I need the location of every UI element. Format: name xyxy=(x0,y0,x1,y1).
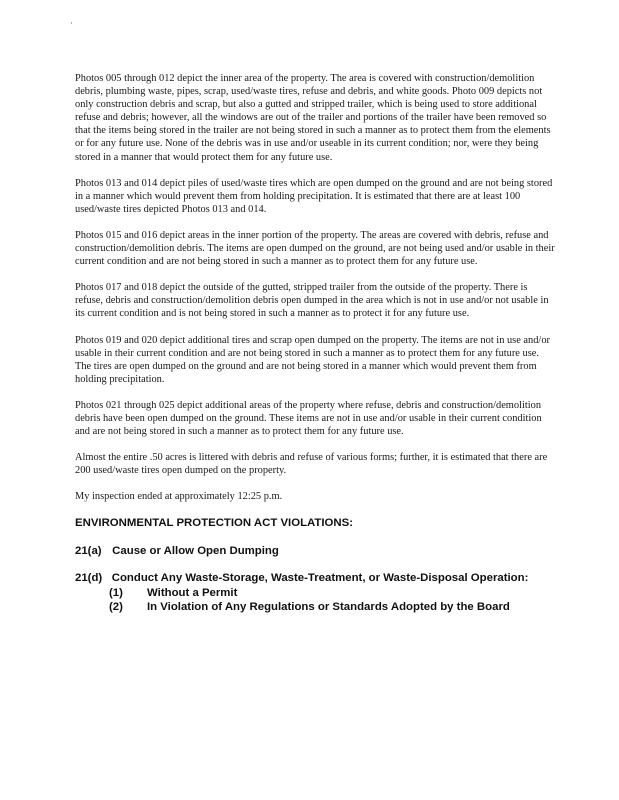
violation-21d-title: Conduct Any Waste-Storage, Waste-Treatment, or Waste-Disposal Operation: xyxy=(111,572,529,585)
violation-21a-code: 21(a) xyxy=(75,544,102,557)
violation-21d-item-text: In Violation of Any Regulations or Standards Adopted by the Board xyxy=(147,600,510,613)
violation-21d xyxy=(75,572,555,586)
paragraph-photos-015-016: Photos 015 and 016 depict areas in the inner portion of the property. The areas are covered with debris, refuse and construction/demolition debris. The items are open dumped on the ground, are not being used and/or usable in their current condition and are not being stored in such a manner as to protect them for any future use. xyxy=(75,229,555,268)
violation-21d-code: 21(d) xyxy=(75,572,103,585)
scan-mark: · xyxy=(70,18,73,28)
violation-21a xyxy=(75,545,555,559)
violation-21d-item-number: (1) xyxy=(109,586,123,599)
paragraph-photos-021-025: Photos 021 through 025 depict additional areas of the property where refuse, debris and construction/demolition debris have been open dumped on the ground. These items are not in use and/or usable in their current condition and are not being stored in such a manner as to protect them for any future use. xyxy=(75,399,542,438)
paragraph-photos-013-014: Photos 013 and 014 depict piles of used/waste tires which are open dumped on the ground and are not being stored in a manner which would prevent them from holding precipitation. It is estimated that there are at least 100 used/waste tires depicted Photos 013 and 014. xyxy=(75,177,553,215)
violation-21d-item xyxy=(109,600,555,614)
paragraph-photos-019-020: Photos 019 and 020 depict additional tires and scrap open dumped on the property. The items are not in use and/or usable in their current condition and are not being stored in such a manner as to protect them for any future use. The tires are open dumped on the ground and are not being stored in a manner which would prevent them from holding precipitation. xyxy=(75,334,550,385)
paragraph-photos-005-012: Photos 005 through 012 depict the inner area of the property. The area is covered with construction/demolition debris, plumbing waste, pipes, scrap, used/waste tires, refuse and debris, and white goods. Photo 009 depicts not only construction debris and scrap, but also a gutted and stripped trailer, which is being used to store additional refuse and debris; however, all the windows are out of the trailer and portions of the trailer have been removed so that the items being stored in the trailer are not being stored in such a manner as to protect them from the elements or for any future use. None of the debris was in use and/or useable in its current condition; nor, were they being stored in a manner that would protect them for any future use. xyxy=(75,73,551,163)
violation-21d-item-number: (2) xyxy=(109,600,123,613)
document-body xyxy=(75,72,555,614)
violation-21d-item xyxy=(109,586,555,600)
violation-21d-item-text: Without a Permit xyxy=(147,586,238,599)
paragraph-acreage-summary: Almost the entire .50 acres is littered with debris and refuse of various forms; further, it is estimated that there are 200 used/waste tires open dumped on the property. xyxy=(75,452,548,477)
violations-heading: ENVIRONMENTAL PROTECTION ACT VIOLATIONS: xyxy=(75,517,354,530)
paragraph-photos-017-018: Photos 017 and 018 depict the outside of the gutted, stripped trailer from the outside of the property. There is refuse, debris and construction/demolition debris open dumped in the area which is not in use and/or not usable in its current condition and is not being stored in such a manner as to protect it for any future use. xyxy=(75,282,549,320)
paragraph-inspection-end: My inspection ended at approximately 12:25 p.m. xyxy=(75,491,283,503)
violation-21d-list xyxy=(109,586,555,614)
violation-21a-title: Cause or Allow Open Dumping xyxy=(112,544,279,557)
